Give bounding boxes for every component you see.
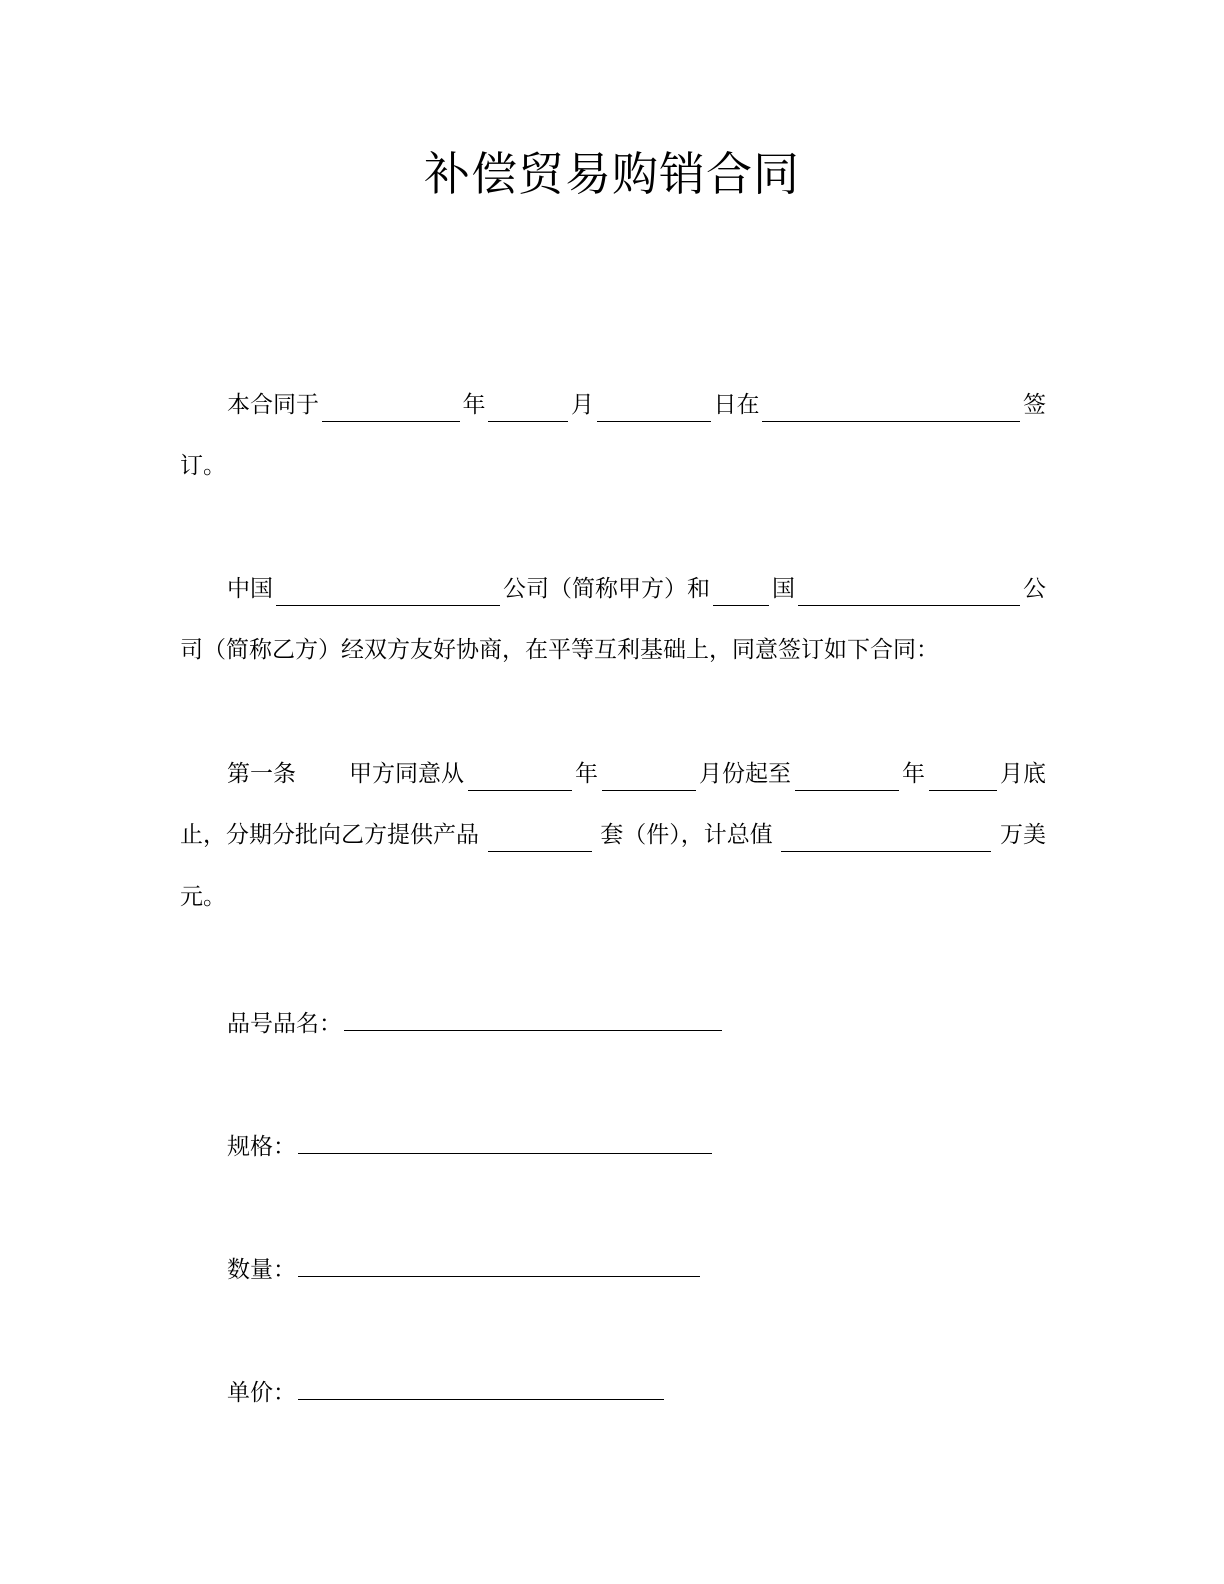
parties-line-1 — [180, 572, 1046, 606]
parties-line-2 — [180, 633, 1046, 667]
text-segment: 止，分期分批向乙方提供产品 — [180, 822, 479, 848]
end-year-blank[interactable] — [795, 764, 899, 791]
text-segment: 订。 — [180, 453, 226, 479]
intro-line-2 — [180, 449, 1046, 483]
text-segment: 元。 — [180, 884, 226, 910]
party-a-company-blank[interactable] — [276, 579, 500, 606]
year-blank[interactable] — [322, 395, 460, 422]
field-quantity — [180, 1250, 1046, 1287]
text-segment: 司（简称乙方）经双方友好协商，在平等互利基础上，同意签订如下合同： — [180, 637, 939, 663]
text-segment: 日在 — [713, 392, 760, 418]
intro-line-1 — [180, 388, 1046, 422]
product-name-blank[interactable] — [344, 1004, 722, 1031]
article-1-line-3 — [180, 880, 1046, 914]
article-label: 第一条 — [227, 761, 296, 787]
field-label: 单价： — [227, 1380, 296, 1406]
field-label: 品号品名： — [227, 1011, 342, 1037]
field-specification — [180, 1127, 1046, 1164]
month-blank[interactable] — [488, 395, 568, 422]
unit-price-blank[interactable] — [298, 1373, 664, 1400]
text-segment: 甲方同意从 — [349, 761, 464, 787]
total-value-blank[interactable] — [781, 825, 991, 852]
field-product-name — [180, 1004, 1046, 1041]
place-blank[interactable] — [762, 395, 1020, 422]
text-segment: 月底 — [1000, 761, 1046, 787]
party-b-country-blank[interactable] — [713, 579, 769, 606]
start-year-blank[interactable] — [468, 764, 572, 791]
text-segment: 公 — [1023, 576, 1046, 602]
field-label: 规格： — [227, 1134, 296, 1160]
text-segment: 本合同于 — [227, 392, 319, 418]
article-1-line-1 — [180, 757, 1046, 791]
text-segment: 公司（简称甲方）和 — [503, 576, 710, 602]
text-segment: 套（件），计总值 — [600, 822, 773, 848]
text-segment: 签 — [1023, 392, 1046, 418]
field-label: 数量： — [227, 1257, 296, 1283]
text-segment: 月份起至 — [699, 761, 791, 787]
start-month-blank[interactable] — [602, 764, 696, 791]
text-segment: 国 — [772, 576, 795, 602]
text-segment: 年 — [902, 761, 925, 787]
document-title: 补偿贸易购销合同 — [424, 147, 800, 201]
end-month-blank[interactable] — [929, 764, 997, 791]
text-segment: 月 — [571, 392, 594, 418]
text-segment: 年 — [462, 392, 486, 418]
text-segment: 年 — [575, 761, 598, 787]
field-unit-price — [180, 1373, 1046, 1410]
text-segment: 中国 — [227, 576, 273, 602]
article-1-line-2 — [180, 818, 1046, 852]
text-segment: 万美 — [1000, 822, 1046, 848]
day-blank[interactable] — [597, 395, 711, 422]
quantity-blank[interactable] — [298, 1250, 700, 1277]
party-b-company-blank[interactable] — [798, 579, 1020, 606]
specification-blank[interactable] — [298, 1127, 712, 1154]
product-quantity-blank[interactable] — [488, 825, 592, 852]
